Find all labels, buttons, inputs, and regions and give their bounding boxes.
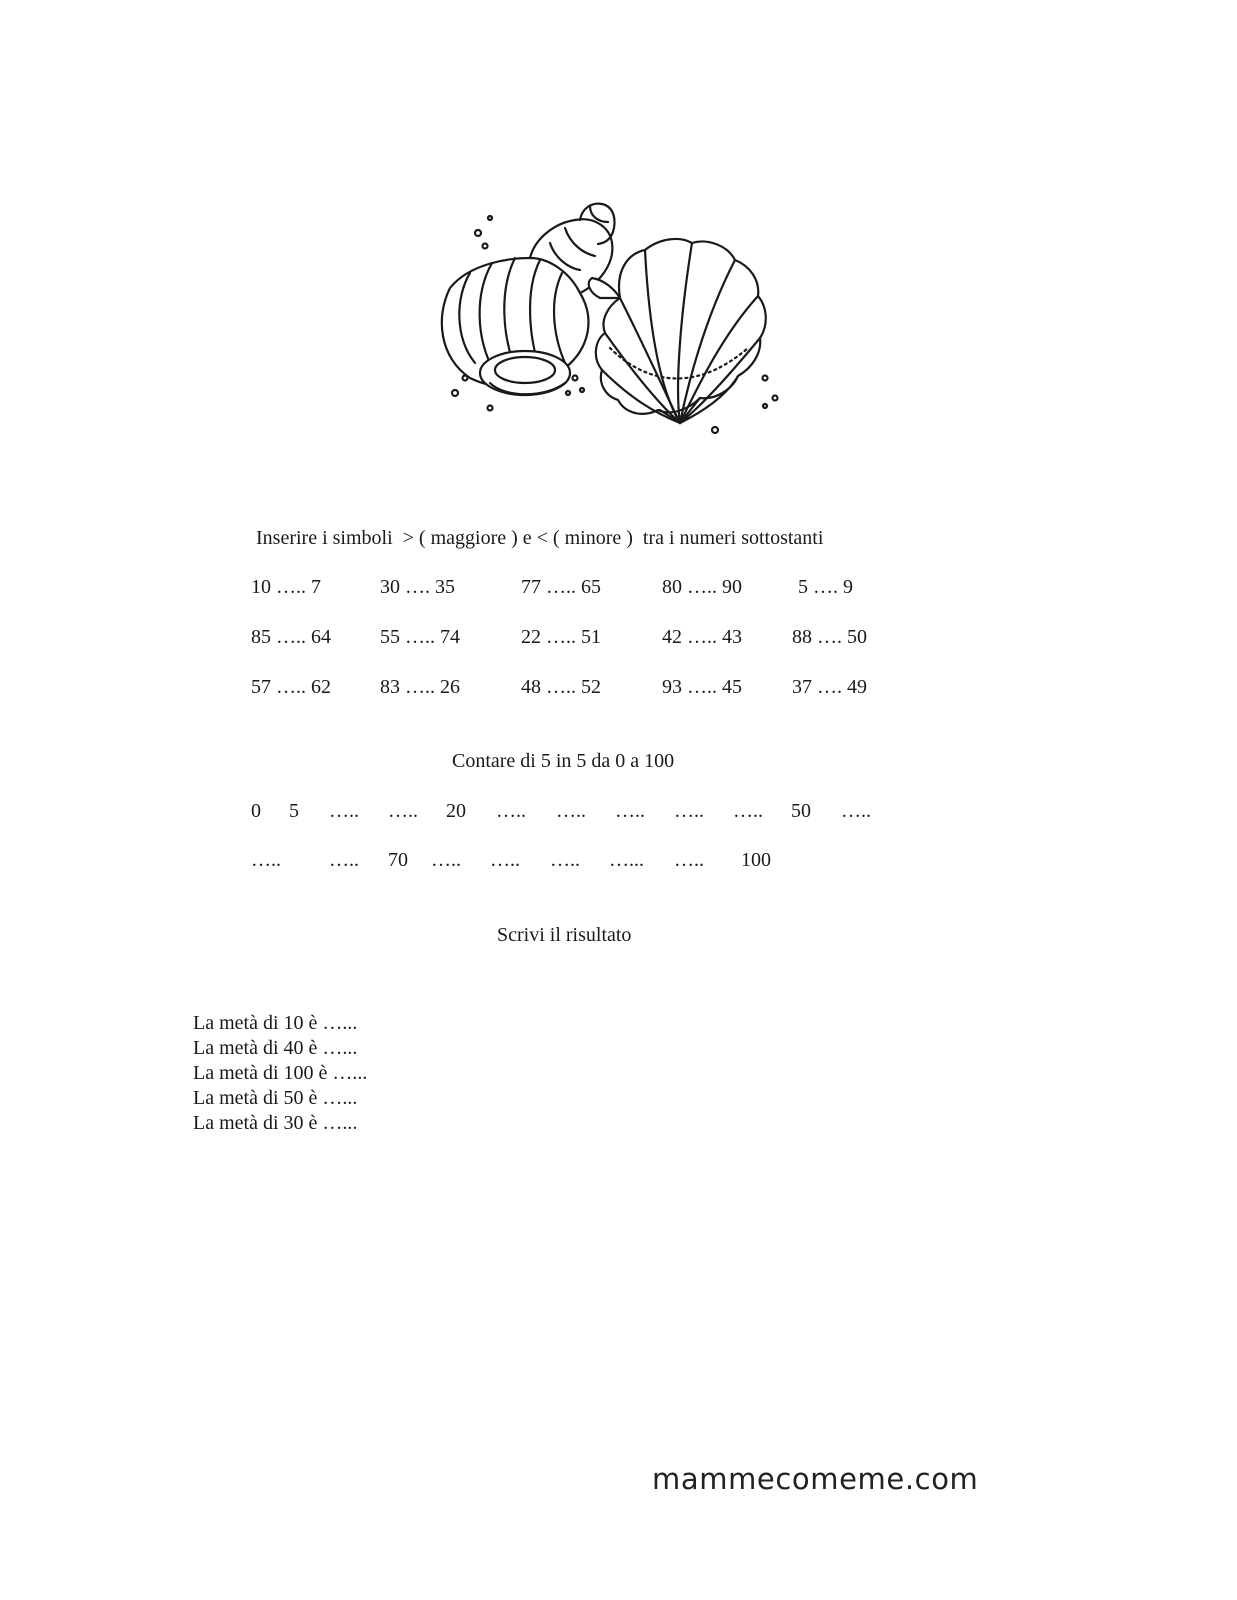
counting-item: 20 <box>446 800 466 822</box>
halves-item: La metà di 40 è …... <box>193 1037 358 1059</box>
counting-item: ….. <box>615 800 645 822</box>
counting-item: ….. <box>490 849 520 871</box>
counting-item: 5 <box>289 800 299 822</box>
counting-item: 50 <box>791 800 811 822</box>
comparison-item: 83 ….. 26 <box>380 676 460 698</box>
comparison-item: 48 ….. 52 <box>521 676 601 698</box>
site-watermark: mammecomeme.com <box>652 1462 979 1496</box>
halves-item: La metà di 30 è …... <box>193 1112 358 1134</box>
comparison-item: 55 ….. 74 <box>380 626 460 648</box>
counting-item: …... <box>609 849 644 871</box>
halves-item: La metà di 10 è …... <box>193 1012 358 1034</box>
comparison-item: 85 ….. 64 <box>251 626 331 648</box>
comparison-item: 80 ….. 90 <box>662 576 742 598</box>
counting-item: ….. <box>674 800 704 822</box>
comparison-item: 88 …. 50 <box>792 626 867 648</box>
halves-list <box>193 1011 367 1136</box>
counting-item: ….. <box>496 800 526 822</box>
comparison-item: 93 ….. 45 <box>662 676 742 698</box>
counting-item: ….. <box>431 849 461 871</box>
counting-item: ….. <box>841 800 871 822</box>
exercise2-title: Contare di 5 in 5 da 0 a 100 <box>452 750 675 772</box>
counting-item: ….. <box>329 800 359 822</box>
comparison-item: 22 ….. 51 <box>521 626 601 648</box>
scallop-shell-icon <box>589 239 766 423</box>
counting-item: ….. <box>556 800 586 822</box>
comparison-item: 42 ….. 43 <box>662 626 742 648</box>
counting-item: ….. <box>251 849 281 871</box>
counting-item: ….. <box>388 800 418 822</box>
counting-item: 100 <box>741 849 771 871</box>
seashells-icon <box>430 198 790 448</box>
halves-item: La metà di 50 è …... <box>193 1087 358 1109</box>
spiral-shell-icon <box>442 204 615 395</box>
counting-item: ….. <box>733 800 763 822</box>
exercise3-title: Scrivi il risultato <box>497 924 632 946</box>
comparison-item: 30 …. 35 <box>380 576 455 598</box>
counting-item: 0 <box>251 800 261 822</box>
counting-item: ….. <box>550 849 580 871</box>
comparison-item: 5 …. 9 <box>798 576 853 598</box>
comparison-item: 77 ….. 65 <box>521 576 601 598</box>
counting-item: ….. <box>674 849 704 871</box>
counting-item: 70 <box>388 849 408 871</box>
exercise1-title: Inserire i simboli > ( maggiore ) e < ( minore ) tra i numeri sottostanti <box>256 527 824 549</box>
comparison-item: 37 …. 49 <box>792 676 867 698</box>
counting-item: ….. <box>329 849 359 871</box>
halves-item: La metà di 100 è …... <box>193 1062 368 1084</box>
comparison-item: 10 ….. 7 <box>251 576 321 598</box>
comparison-item: 57 ….. 62 <box>251 676 331 698</box>
